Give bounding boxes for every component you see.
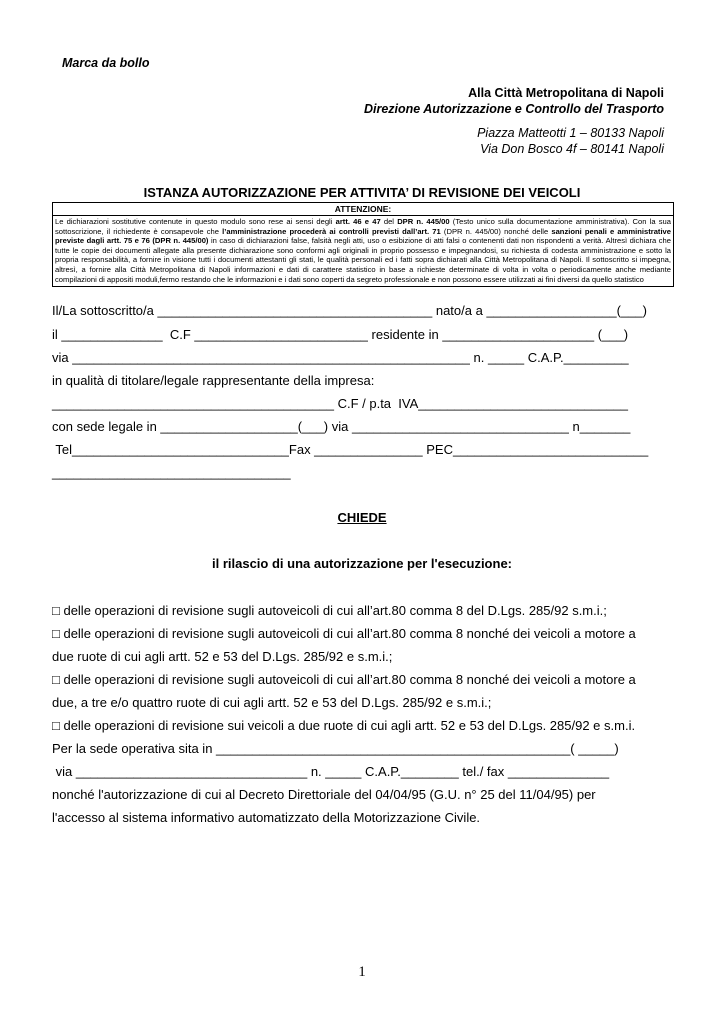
chiede-heading: CHIEDE [337,510,387,525]
option-3-checkbox[interactable]: □ delle operazioni di revisione sugli autoveicoli di cui all’art.80 comma 8 nonché dei veicoli a motore a [52,672,636,687]
document-title: ISTANZA AUTORIZZAZIONE PER ATTIVITA’ DI REVISIONE DEI VEICOLI [143,185,581,200]
option-2-continued: due ruote di cui agli artt. 52 e 53 del D.Lgs. 285/92 e s.m.i.; [52,649,393,664]
operating-seat-line[interactable]: Per la sede operativa sita in _________________________________________________( _____) [52,741,619,756]
form-line-company[interactable]: _______________________________________ C.F / p.ta IVA_____________________________ [52,396,628,411]
decree-text-line-1: nonché l'autorizzazione di cui al Decreto Direttoriale del 04/04/95 (G.U. n° 25 del 11/04/95) per [52,787,596,802]
recipient-address-1: Piazza Matteotti 1 – 80133 Napoli [477,126,664,140]
form-line-birth-cf[interactable]: il ______________ C.F ________________________ residente in _____________________ (___) [52,327,629,342]
recipient-name: Alla Città Metropolitana di Napoli [468,86,664,100]
recipient-department: Direzione Autorizzazione e Controllo del Trasporto [363,102,664,116]
form-line-extra[interactable]: _________________________________ [52,465,291,480]
form-line-contacts[interactable]: Tel______________________________Fax _______________ PEC___________________________ [52,442,649,457]
request-subheading: il rilascio di una autorizzazione per l'esecuzione: [212,556,512,571]
notice-text: Le dichiarazioni sostitutive contenute in questo modulo sono rese ai sensi degli artt. 46 e 47 del DPR n. 445/00 (Testo unico sulla documentazione amministrativa). Con la sua sottoscrizione, il richiedente è consapevole che l’amministrazione procederà ai controlli previsti dall’art. 71 (DPR n. 445/00) nonché delle sanzioni penali e amministrative previste dagli artt. 75 e 76 (DPR n. 445/00) in caso di dichiarazioni false, falsità negli atti, uso o esibizione di atti falsi o contenenti dati non rispondenti a verità. Altresì dichiara che tutte le copie dei documenti allegate alla presente dichiarazione sono conformi agli originali in proprio possesso e impegnandosi, su richiesta di codesta amministrazione e sotto la propria responsabilità, a fornire in visione tutti i documenti attestanti gli stati, le qualità personali ed i fatti sopra dichiarati alla Città Metropolitana di Napoli. Il sottoscritto si impegna, altresì, a fornire alla Città Metropolitana di Napoli informazioni e dati di carattere statistico in base a richieste determinate di volta in volta o periodicamente anche mediante compilazioni di appositi moduli,fermo restando che le informazioni e i dati sono coperti da segreto professionale e non possono essere utilizzati ai fini diversi da quello statistico [55,217,671,284]
operating-address-line[interactable]: via ________________________________ n. _____ C.A.P.________ tel./ fax ______________ [52,764,610,779]
notice-heading: ATTENZIONE: [53,203,673,216]
option-3-continued: due, a tre e/o quattro ruote di cui agli artt. 52 e 53 del D.Lgs. 285/92 e s.m.i.; [52,695,492,710]
form-line-legal-seat[interactable]: con sede legale in ___________________(___) via ______________________________ n_______ [52,419,631,434]
form-line-name[interactable]: Il/La sottoscritto/a ______________________________________ nato/a a __________________(___) [52,303,647,318]
option-4-checkbox[interactable]: □ delle operazioni di revisione sui veicoli a due ruote di cui agli artt. 52 e 53 del D.Lgs. 285/92 e s.m.i. [52,718,636,733]
form-line-address[interactable]: via _______________________________________________________ n. _____ C.A.P._________ [52,350,629,365]
recipient-address-2: Via Don Bosco 4f – 80141 Napoli [480,142,664,156]
notice-box [52,202,674,287]
decree-text-line-2: l'accesso al sistema informativo automatizzato della Motorizzazione Civile. [52,810,481,825]
option-2-checkbox[interactable]: □ delle operazioni di revisione sugli autoveicoli di cui all’art.80 comma 8 nonché dei veicoli a motore a [52,626,636,641]
form-line-role: in qualità di titolare/legale rappresentante della impresa: [52,373,375,388]
page-number: 1 [358,964,366,980]
option-1-checkbox[interactable]: □ delle operazioni di revisione sugli autoveicoli di cui all’art.80 comma 8 del D.Lgs. 285/92 s.m.i.; [52,603,607,618]
stamp-label: Marca da bollo [62,56,150,70]
